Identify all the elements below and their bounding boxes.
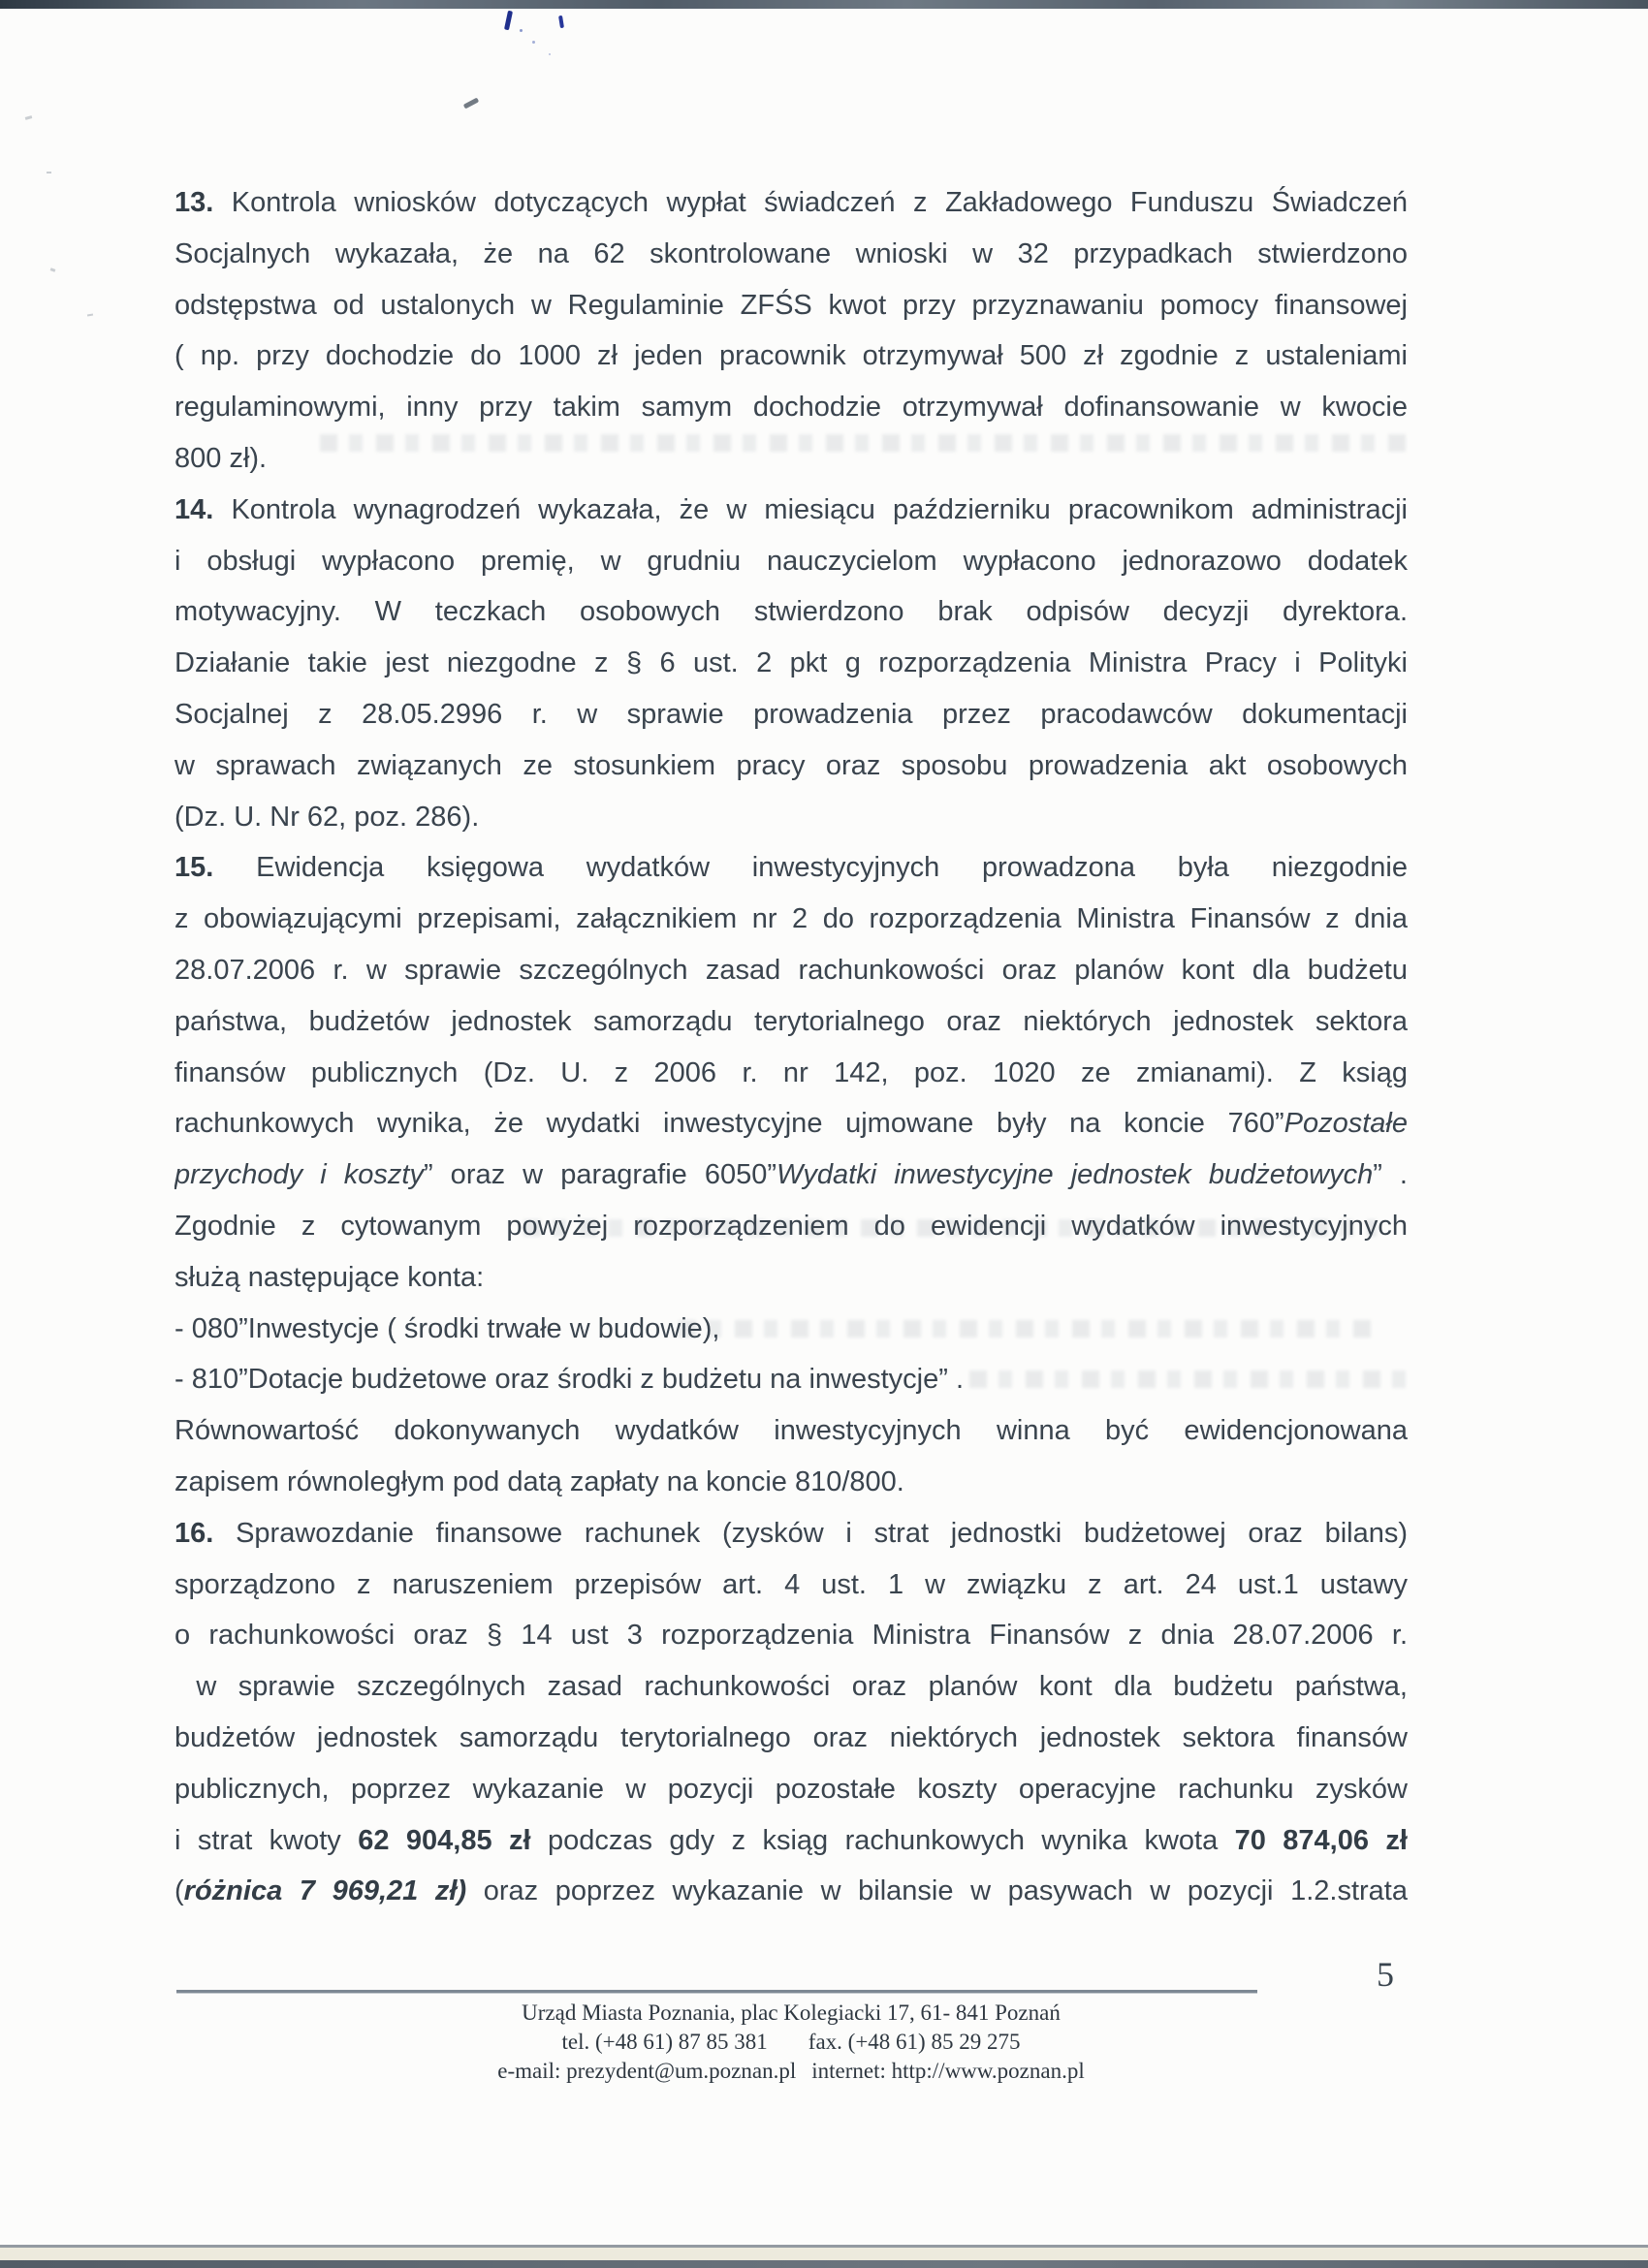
- scan-speck: [47, 172, 51, 173]
- text-line: [174, 485, 1408, 536]
- text-segment: sporządzono z naruszeniem przepisów art. 4 ust. 1 w związku z art. 24 ust.1 ustawy: [174, 1568, 1408, 1600]
- text-line: [174, 177, 1408, 229]
- text-line: [174, 1661, 1408, 1713]
- text-line: [174, 638, 1408, 689]
- pen-dot: [549, 53, 551, 55]
- text-line: [174, 1048, 1408, 1099]
- text-segment: Zgodnie z cytowanym powyżej rozporządzeniem do ewidencji wydatków inwestycyjnych: [174, 1210, 1408, 1242]
- scan-speck: [50, 268, 56, 272]
- footer-web-line: [174, 2057, 1408, 2086]
- text-segment: 13.: [174, 187, 214, 218]
- pen-dot: [520, 29, 523, 32]
- text-segment: rachunkowych wynika, że wydatki inwestycyjne ujmowane były na koncie 760”: [174, 1108, 1284, 1140]
- scan-speck: [87, 313, 93, 316]
- text-segment: Kontrola wynagrodzeń wykazała, że w miesiącu październiku pracownikom administracji: [213, 493, 1408, 525]
- text-line: [174, 1457, 1408, 1508]
- text-segment: (: [174, 1875, 184, 1907]
- text-segment: w sprawach związanych ze stosunkiem pracy oraz sposobu prowadzenia akt osobowych: [174, 749, 1408, 781]
- text-segment: publicznych, poprzez wykazanie w pozycji pozostałe koszty operacyjne rachunku zysków: [174, 1773, 1408, 1805]
- pen-mark: [558, 16, 564, 28]
- scan-speck: [25, 115, 33, 120]
- text-segment: regulaminowymi, inny przy takim samym dochodzie otrzymywał dofinansowanie w kwocie: [174, 392, 1408, 424]
- text-segment: 28.07.2006 r. w sprawie szczególnych zasad rachunkowości oraz planów kont dla budżetu: [174, 954, 1408, 986]
- footer-address-line: [174, 1999, 1408, 2028]
- text-segment: o rachunkowości oraz § 14 ust 3 rozporządzenia Ministra Finansów z dnia 28.07.2006 r.: [174, 1620, 1408, 1652]
- text-line: [174, 586, 1408, 638]
- text-line: [174, 1098, 1408, 1150]
- text-segment: - 080”Inwestycje ( środki trwałe w budowie),: [174, 1312, 720, 1344]
- text-line: [174, 1252, 1408, 1304]
- text-segment: 70 874,06 zł: [1234, 1824, 1408, 1856]
- pencil-mark: [463, 98, 479, 110]
- document-body-text: [174, 177, 1408, 1917]
- footer-phone-line: [174, 2028, 1408, 2057]
- text-line: [174, 894, 1408, 945]
- text-line: [174, 1713, 1408, 1764]
- text-segment: różnica 7 969,21 zł): [183, 1875, 467, 1907]
- text-line: [174, 280, 1408, 331]
- text-segment: motywacyjny. W teczkach osobowych stwierdzono brak odpisów decyzji dyrektora.: [174, 596, 1408, 628]
- text-segment: i obsługi wypłacono premię, w grudniu nauczycielom wypłacono jednorazowo dodatek: [174, 545, 1408, 577]
- text-line: [174, 689, 1408, 740]
- text-line: [174, 1559, 1408, 1611]
- text-line: [174, 945, 1408, 996]
- text-line: [174, 740, 1408, 792]
- text-line: [174, 1610, 1408, 1661]
- footer-address: Urząd Miasta Poznania, plac Kolegiacki 17, 61- 841 Poznań: [522, 2000, 1061, 2025]
- text-line: [174, 229, 1408, 280]
- text-segment: Pozostałe: [1284, 1108, 1408, 1140]
- scan-edge-top-artifact: [0, 0, 1648, 9]
- text-segment: ” .: [1373, 1159, 1408, 1191]
- scan-edge-bottom-artifact: [0, 2260, 1648, 2268]
- text-segment: Wydatki inwestycyjne jednostek budżetowych: [776, 1159, 1374, 1191]
- text-line: [174, 1815, 1408, 1867]
- text-segment: 14.: [174, 493, 214, 525]
- text-segment: Socjalnej z 28.05.2996 r. w sprawie prowadzenia przez pracodawców dokumentacji: [174, 698, 1408, 730]
- text-segment: podczas gdy z ksiąg rachunkowych wynika kwota: [530, 1824, 1235, 1856]
- pen-dot: [532, 41, 535, 44]
- text-segment: służą następujące konta:: [174, 1261, 485, 1293]
- text-segment: ( np. przy dochodzie do 1000 zł jeden pracownik otrzymywał 500 zł zgodnie z ustaleniami: [174, 340, 1408, 372]
- text-segment: przychody i koszty: [174, 1159, 424, 1191]
- pen-mark: [504, 11, 513, 31]
- text-segment: Ewidencja księgowa wydatków inwestycyjnych prowadzona była niezgodnie: [213, 852, 1408, 884]
- text-segment: 800 zł).: [174, 442, 268, 474]
- footer-tel: tel. (+48 61) 87 85 381: [561, 2030, 768, 2054]
- text-line: [174, 433, 1408, 485]
- text-segment: odstępstwa od ustalonych w Regulaminie ZFŚS kwot przy przyznawaniu pomocy finansowej: [174, 289, 1408, 321]
- text-segment: w sprawie szczególnych zasad rachunkowości oraz planów kont dla budżetu państwa,: [174, 1671, 1408, 1703]
- text-line: [174, 1508, 1408, 1559]
- text-segment: 15.: [174, 852, 214, 884]
- text-line: [174, 1304, 1408, 1355]
- text-line: [174, 1764, 1408, 1815]
- text-line: [174, 996, 1408, 1048]
- text-segment: (Dz. U. Nr 62, poz. 286).: [174, 801, 480, 833]
- text-line: [174, 1405, 1408, 1457]
- text-segment: i strat kwoty: [174, 1824, 359, 1856]
- text-segment: oraz poprzez wykazanie w bilansie w pasywach w pozycji 1.2.strata: [466, 1875, 1408, 1907]
- text-segment: z obowiązującymi przepisami, załącznikiem nr 2 do rozporządzenia Ministra Finansów z dnia: [174, 903, 1408, 935]
- text-line: [174, 1201, 1408, 1252]
- text-segment: Socjalnych wykazała, że na 62 skontrolowane wnioski w 32 przypadkach stwierdzono: [174, 237, 1408, 269]
- text-line: [174, 536, 1408, 587]
- text-segment: Kontrola wniosków dotyczących wypłat świadczeń z Zakładowego Funduszu Świadczeń: [213, 187, 1408, 218]
- text-line: [174, 331, 1408, 382]
- footer-divider: [176, 1990, 1257, 1993]
- scan-band-artifact: [0, 2248, 1648, 2260]
- footer-internet: internet: http://www.poznan.pl: [811, 2059, 1085, 2083]
- text-segment: Równowartość dokonywanych wydatków inwestycyjnych winna być ewidencjonowana: [174, 1415, 1408, 1447]
- text-segment: 62 904,85 zł: [358, 1824, 531, 1856]
- text-segment: 16.: [174, 1517, 214, 1549]
- footer-email: e-mail: prezydent@um.poznan.pl: [497, 2059, 797, 2083]
- text-line: [174, 1150, 1408, 1201]
- text-line: [174, 792, 1408, 843]
- page-footer: [174, 1999, 1408, 2086]
- text-segment: ” oraz w paragrafie 6050”: [423, 1159, 777, 1191]
- text-segment: Sprawozdanie finansowe rachunek (zysków i strat jednostki budżetowej oraz bilans): [213, 1517, 1408, 1549]
- text-line: [174, 842, 1408, 894]
- text-segment: - 810”Dotacje budżetowe oraz środki z budżetu na inwestycje” .: [174, 1364, 965, 1396]
- text-line: [174, 382, 1408, 433]
- text-line: [174, 1866, 1408, 1917]
- text-segment: państwa, budżetów jednostek samorządu terytorialnego oraz niektórych jednostek sektora: [174, 1005, 1408, 1037]
- text-segment: budżetów jednostek samorządu terytorialnego oraz niektórych jednostek sektora finansów: [174, 1721, 1408, 1753]
- footer-fax: fax. (+48 61) 85 29 275: [808, 2030, 1021, 2054]
- text-segment: zapisem równoległym pod datą zapłaty na koncie 810/800.: [174, 1465, 904, 1497]
- text-segment: finansów publicznych (Dz. U. z 2006 r. nr 142, poz. 1020 ze zmianami). Z ksiąg: [174, 1056, 1408, 1088]
- text-segment: Działanie takie jest niezgodne z § 6 ust. 2 pkt g rozporządzenia Ministra Pracy i Polityki: [174, 647, 1408, 679]
- text-line: [174, 1354, 1408, 1405]
- page-number: 5: [1377, 1955, 1394, 1994]
